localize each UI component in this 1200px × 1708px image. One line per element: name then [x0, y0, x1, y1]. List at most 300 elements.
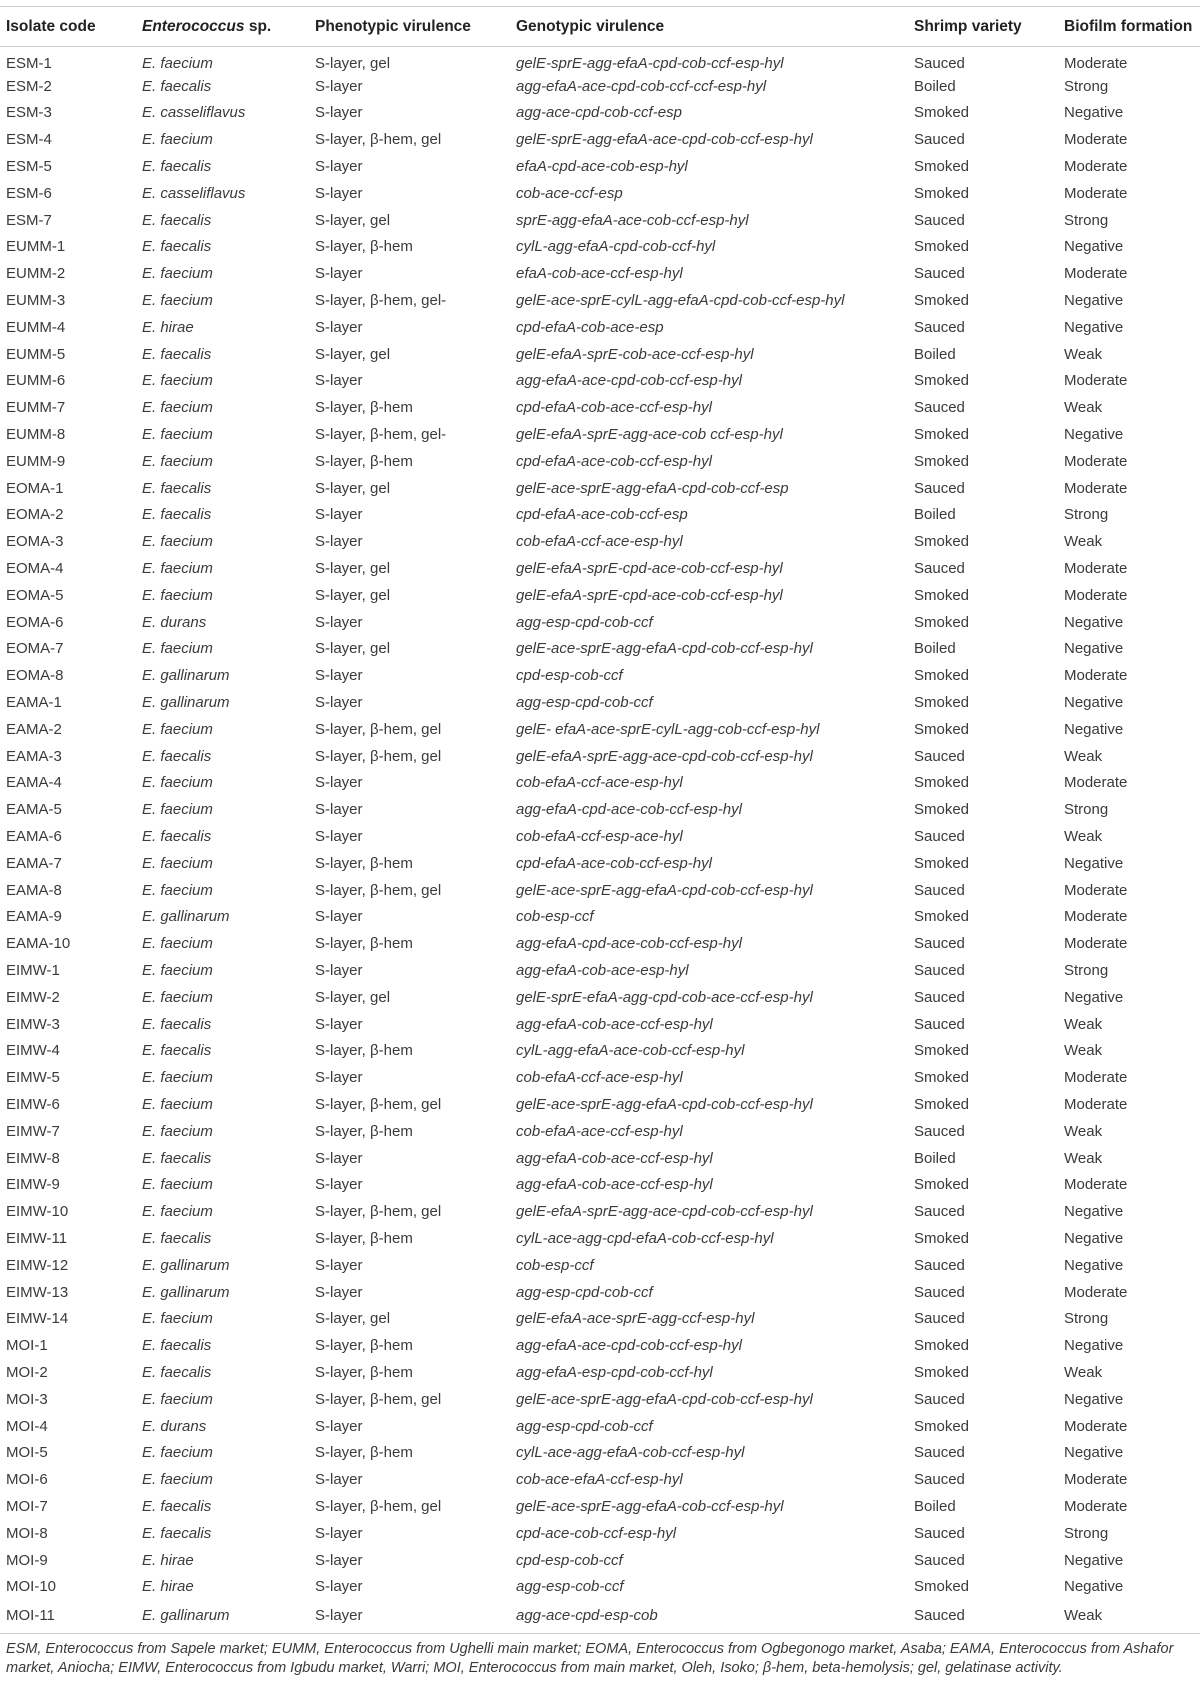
table-row	[0, 1092, 1200, 1119]
phenotypic-virulence-cell: S-layer, β-hem	[315, 1122, 413, 1140]
table-row	[0, 716, 1200, 743]
table-row	[0, 127, 1200, 154]
isolate-code-cell: MOI-11	[6, 1606, 55, 1624]
table-row	[0, 1574, 1200, 1601]
genotypic-virulence-cell: gelE-efaA-sprE-agg-ace-cpd-cob-ccf-esp-hyl	[516, 1203, 813, 1221]
shrimp-variety-cell: Sauced	[914, 55, 965, 73]
phenotypic-virulence-cell: S-layer	[315, 694, 363, 712]
shrimp-variety-cell: Smoked	[914, 908, 970, 926]
isolate-code-cell: EOMA-3	[6, 533, 64, 551]
isolate-code-cell: ESM-3	[6, 104, 52, 122]
genotypic-virulence-cell: gelE-efaA-sprE-agg-ace-cpd-cob-ccf-esp-hyl	[516, 747, 813, 765]
isolate-code-cell: EIMW-12	[6, 1256, 69, 1274]
isolate-code-cell: EAMA-10	[6, 935, 71, 953]
isolate-code-cell: EUMM-3	[6, 292, 66, 310]
table-row	[0, 1413, 1200, 1440]
species-cell: E. durans	[142, 613, 207, 631]
genotypic-virulence-cell: gelE-ace-sprE-agg-efaA-cob-ccf-esp-hyl	[516, 1497, 784, 1515]
genotypic-virulence-cell: gelE-ace-sprE-agg-efaA-cpd-cob-ccf-esp-hyl	[516, 881, 813, 899]
table-row	[0, 341, 1200, 368]
biofilm-formation-cell: Moderate	[1064, 935, 1128, 953]
biofilm-formation-cell: Moderate	[1064, 1471, 1128, 1489]
shrimp-variety-cell: Boiled	[914, 345, 956, 363]
shrimp-variety-cell: Sauced	[914, 1015, 965, 1033]
phenotypic-virulence-cell: S-layer	[315, 77, 363, 95]
shrimp-variety-cell: Boiled	[914, 640, 956, 658]
table-row	[0, 609, 1200, 636]
shrimp-variety-cell: Smoked	[914, 452, 970, 470]
species-cell: E. faecium	[142, 560, 213, 578]
phenotypic-virulence-cell: S-layer, β-hem	[315, 935, 413, 953]
genotypic-virulence-cell: cpd-efaA-ace-cob-ccf-esp-hyl	[516, 854, 712, 872]
species-cell: E. faecium	[142, 881, 213, 899]
isolate-code-cell: EAMA-4	[6, 774, 62, 792]
genotypic-virulence-cell: cylL-agg-efaA-ace-cob-ccf-esp-hyl	[516, 1042, 745, 1060]
biofilm-formation-cell: Moderate	[1064, 265, 1128, 283]
species-cell: E. faecium	[142, 372, 213, 390]
genotypic-virulence-cell: agg-ace-cpd-cob-ccf-esp	[516, 104, 682, 122]
phenotypic-virulence-cell: S-layer, gel	[315, 640, 391, 658]
isolate-code-cell: EIMW-5	[6, 1069, 60, 1087]
genotypic-virulence-cell: agg-efaA-ace-cpd-cob-ccf-esp-hyl	[516, 372, 742, 390]
phenotypic-virulence-cell: S-layer	[315, 1471, 363, 1489]
shrimp-variety-cell: Smoked	[914, 184, 970, 202]
table-row	[0, 502, 1200, 529]
header-species-suffix: sp.	[244, 17, 272, 35]
biofilm-formation-cell: Negative	[1064, 1390, 1124, 1408]
biofilm-formation-cell: Moderate	[1064, 55, 1128, 73]
shrimp-variety-cell: Sauced	[914, 1256, 965, 1274]
table-row	[0, 1252, 1200, 1279]
phenotypic-virulence-cell: S-layer, gel	[315, 345, 391, 363]
phenotypic-virulence-cell: S-layer, gel	[315, 586, 391, 604]
phenotypic-virulence-cell: S-layer, gel	[315, 988, 391, 1006]
species-cell: E. faecium	[142, 131, 213, 149]
genotypic-virulence-cell: agg-esp-cpd-cob-ccf	[516, 613, 653, 631]
isolate-code-cell: EIMW-10	[6, 1203, 69, 1221]
species-cell: E. faecium	[142, 720, 213, 738]
table-row	[0, 904, 1200, 931]
isolate-code-cell: MOI-4	[6, 1417, 48, 1435]
species-cell: E. gallinarum	[142, 694, 230, 712]
table-row	[0, 1118, 1200, 1145]
isolate-code-cell: EIMW-11	[6, 1229, 68, 1247]
table-row	[0, 261, 1200, 288]
genotypic-virulence-cell: gelE-ace-sprE-cylL-agg-efaA-cpd-cob-ccf-esp-hyl	[516, 292, 845, 310]
isolate-code-cell: EAMA-5	[6, 801, 62, 819]
species-cell: E. hirae	[142, 1578, 194, 1596]
isolate-code-cell: EIMW-14	[6, 1310, 69, 1328]
isolate-code-cell: EUMM-1	[6, 238, 66, 256]
phenotypic-virulence-cell: S-layer, β-hem, gel	[315, 1095, 442, 1113]
table-row	[0, 47, 1200, 74]
species-cell: E. faecium	[142, 1471, 213, 1489]
phenotypic-virulence-cell: S-layer, gel	[315, 211, 391, 229]
biofilm-formation-cell: Negative	[1064, 1203, 1124, 1221]
species-cell: E. faecium	[142, 426, 213, 444]
species-cell: E. faecium	[142, 1122, 213, 1140]
shrimp-variety-cell: Smoked	[914, 801, 970, 819]
isolate-code-cell: MOI-10	[6, 1578, 57, 1596]
shrimp-variety-cell: Sauced	[914, 1310, 965, 1328]
shrimp-variety-cell: Smoked	[914, 667, 970, 685]
biofilm-formation-cell: Negative	[1064, 854, 1124, 872]
isolate-code-cell: EUMM-6	[6, 372, 66, 390]
biofilm-formation-cell: Moderate	[1064, 1069, 1128, 1087]
isolate-code-cell: EAMA-3	[6, 747, 62, 765]
biofilm-formation-cell: Negative	[1064, 640, 1124, 658]
phenotypic-virulence-cell: S-layer	[315, 613, 363, 631]
species-cell: E. faecalis	[142, 747, 212, 765]
species-cell: E. faecalis	[142, 238, 212, 256]
shrimp-variety-cell: Smoked	[914, 1069, 970, 1087]
phenotypic-virulence-cell: S-layer, β-hem	[315, 238, 413, 256]
isolate-code-cell: EAMA-2	[6, 720, 62, 738]
biofilm-formation-cell: Weak	[1064, 1015, 1103, 1033]
biofilm-formation-cell: Strong	[1064, 77, 1109, 95]
genotypic-virulence-cell: gelE-sprE-efaA-agg-cpd-cob-ace-ccf-esp-hyl	[516, 988, 813, 1006]
genotypic-virulence-cell: efaA-cob-ace-ccf-esp-hyl	[516, 265, 683, 283]
table-row	[0, 1601, 1200, 1631]
genotypic-virulence-cell: agg-efaA-cpd-ace-cob-ccf-esp-hyl	[516, 935, 742, 953]
shrimp-variety-cell: Boiled	[914, 506, 956, 524]
species-cell: E. faecium	[142, 292, 213, 310]
isolate-code-cell: EIMW-3	[6, 1015, 60, 1033]
species-cell: E. faecium	[142, 935, 213, 953]
isolate-code-cell: EUMM-9	[6, 452, 66, 470]
shrimp-variety-cell: Sauced	[914, 935, 965, 953]
genotypic-virulence-cell: cob-esp-ccf	[516, 1256, 594, 1274]
isolate-code-cell: ESM-1	[6, 55, 52, 73]
biofilm-formation-cell: Strong	[1064, 1310, 1109, 1328]
phenotypic-virulence-cell: S-layer, β-hem	[315, 854, 413, 872]
shrimp-variety-cell: Smoked	[914, 1417, 970, 1435]
genotypic-virulence-cell: agg-efaA-ace-cpd-cob-ccf-esp-hyl	[516, 1337, 742, 1355]
shrimp-variety-cell: Sauced	[914, 988, 965, 1006]
phenotypic-virulence-cell: S-layer	[315, 1015, 363, 1033]
table-row	[0, 288, 1200, 315]
shrimp-variety-cell: Smoked	[914, 1229, 970, 1247]
shrimp-variety-cell: Smoked	[914, 533, 970, 551]
shrimp-variety-cell: Smoked	[914, 104, 970, 122]
isolate-code-cell: ESM-2	[6, 77, 52, 95]
shrimp-variety-cell: Smoked	[914, 1363, 970, 1381]
shrimp-variety-cell: Smoked	[914, 1095, 970, 1113]
shrimp-variety-cell: Smoked	[914, 854, 970, 872]
isolate-code-cell: EAMA-9	[6, 908, 62, 926]
biofilm-formation-cell: Moderate	[1064, 1283, 1128, 1301]
table-row	[0, 743, 1200, 770]
table-row	[0, 1494, 1200, 1521]
isolate-code-cell: ESM-5	[6, 158, 52, 176]
biofilm-formation-cell: Weak	[1064, 345, 1103, 363]
species-cell: E. faecium	[142, 533, 213, 551]
shrimp-variety-cell: Sauced	[914, 211, 965, 229]
genotypic-virulence-cell: agg-efaA-cob-ace-esp-hyl	[516, 961, 689, 979]
table-row	[0, 1065, 1200, 1092]
isolate-code-cell: MOI-5	[6, 1444, 48, 1462]
header-phenotypic-virulence: Phenotypic virulence	[315, 17, 471, 35]
biofilm-formation-cell: Moderate	[1064, 586, 1128, 604]
species-cell: E. gallinarum	[142, 1283, 230, 1301]
phenotypic-virulence-cell: S-layer, gel	[315, 560, 391, 578]
isolate-code-cell: EOMA-2	[6, 506, 64, 524]
biofilm-formation-cell: Moderate	[1064, 1176, 1128, 1194]
isolate-code-cell: MOI-1	[6, 1337, 48, 1355]
isolate-code-cell: MOI-6	[6, 1471, 48, 1489]
genotypic-virulence-cell: agg-efaA-cob-ace-ccf-esp-hyl	[516, 1149, 713, 1167]
genotypic-virulence-cell: agg-esp-cob-ccf	[516, 1578, 624, 1596]
phenotypic-virulence-cell: S-layer	[315, 1524, 363, 1542]
phenotypic-virulence-cell: S-layer	[315, 506, 363, 524]
isolate-code-cell: EOMA-8	[6, 667, 64, 685]
phenotypic-virulence-cell: S-layer, β-hem	[315, 1042, 413, 1060]
phenotypic-virulence-cell: S-layer	[315, 1551, 363, 1569]
isolate-code-cell: EAMA-8	[6, 881, 62, 899]
isolate-code-cell: EIMW-8	[6, 1149, 60, 1167]
biofilm-formation-cell: Negative	[1064, 1256, 1124, 1274]
shrimp-variety-cell: Smoked	[914, 372, 970, 390]
table-row	[0, 850, 1200, 877]
phenotypic-virulence-cell: S-layer, β-hem, gel	[315, 881, 442, 899]
biofilm-formation-cell: Weak	[1064, 1363, 1103, 1381]
species-cell: E. faecalis	[142, 506, 212, 524]
phenotypic-virulence-cell: S-layer, β-hem	[315, 1229, 413, 1247]
genotypic-virulence-cell: cpd-efaA-cob-ace-esp	[516, 318, 664, 336]
isolate-code-cell: EAMA-6	[6, 828, 62, 845]
header-row	[0, 7, 1200, 47]
species-cell: E. faecium	[142, 1176, 213, 1194]
table-row	[0, 73, 1200, 100]
species-cell: E. faecium	[142, 801, 213, 819]
species-cell: E. gallinarum	[142, 1606, 230, 1624]
species-cell: E. faecium	[142, 1069, 213, 1087]
phenotypic-virulence-cell: S-layer, β-hem	[315, 1363, 413, 1381]
phenotypic-virulence-cell: S-layer, gel	[315, 1310, 391, 1328]
phenotypic-virulence-cell: S-layer	[315, 1256, 363, 1274]
header-biofilm-formation: Biofilm formation	[1064, 17, 1193, 35]
isolate-code-cell: EIMW-6	[6, 1095, 60, 1113]
isolate-code-cell: EAMA-1	[6, 694, 62, 712]
table-row	[0, 395, 1200, 422]
species-cell: E. faecium	[142, 1203, 213, 1221]
virulence-table	[0, 6, 1200, 1631]
table-row	[0, 100, 1200, 127]
genotypic-virulence-cell: gelE-ace-sprE-agg-efaA-cpd-cob-ccf-esp-hyl	[516, 640, 813, 658]
species-cell: E. faecium	[142, 774, 213, 792]
biofilm-formation-cell: Moderate	[1064, 881, 1128, 899]
phenotypic-virulence-cell: S-layer, β-hem	[315, 399, 413, 417]
table-row	[0, 877, 1200, 904]
species-cell: E. faecium	[142, 854, 213, 872]
table-row	[0, 1440, 1200, 1467]
isolate-code-cell: EIMW-4	[6, 1042, 60, 1060]
species-cell: E. faecium	[142, 452, 213, 470]
table-row	[0, 1226, 1200, 1253]
biofilm-formation-cell: Negative	[1064, 613, 1124, 631]
biofilm-formation-cell: Moderate	[1064, 774, 1128, 792]
shrimp-variety-cell: Smoked	[914, 774, 970, 792]
phenotypic-virulence-cell: S-layer	[315, 1176, 363, 1194]
shrimp-variety-cell: Sauced	[914, 1203, 965, 1221]
biofilm-formation-cell: Weak	[1064, 747, 1103, 765]
genotypic-virulence-cell: gelE-efaA-sprE-cpd-ace-cob-ccf-esp-hyl	[516, 560, 783, 578]
species-cell: E. faecalis	[142, 1229, 212, 1247]
shrimp-variety-cell: Boiled	[914, 77, 956, 95]
biofilm-formation-cell: Moderate	[1064, 452, 1128, 470]
phenotypic-virulence-cell: S-layer, β-hem, gel	[315, 720, 442, 738]
shrimp-variety-cell: Sauced	[914, 1524, 965, 1542]
species-cell: E. faecium	[142, 55, 213, 73]
genotypic-virulence-cell: cpd-esp-cob-ccf	[516, 1551, 623, 1569]
table-row	[0, 1199, 1200, 1226]
biofilm-formation-cell: Weak	[1064, 1606, 1103, 1624]
species-cell: E. faecalis	[142, 345, 212, 363]
genotypic-virulence-cell: agg-esp-cpd-cob-ccf	[516, 694, 653, 712]
biofilm-formation-cell: Weak	[1064, 399, 1103, 417]
genotypic-virulence-cell: cpd-efaA-ace-cob-ccf-esp-hyl	[516, 452, 712, 470]
genotypic-virulence-cell: cpd-ace-cob-ccf-esp-hyl	[516, 1524, 677, 1542]
table-header	[0, 7, 1200, 47]
table-row	[0, 1360, 1200, 1387]
isolate-code-cell: EAMA-7	[6, 854, 62, 872]
isolate-code-cell: ESM-7	[6, 211, 52, 229]
species-cell: E. faecalis	[142, 1524, 212, 1542]
species-cell: E. gallinarum	[142, 1256, 230, 1274]
phenotypic-virulence-cell: S-layer	[315, 1283, 363, 1301]
phenotypic-virulence-cell: S-layer, β-hem	[315, 1337, 413, 1355]
table-row	[0, 556, 1200, 583]
table-row	[0, 1038, 1200, 1065]
genotypic-virulence-cell: agg-efaA-cob-ace-ccf-esp-hyl	[516, 1176, 713, 1194]
biofilm-formation-cell: Strong	[1064, 211, 1109, 229]
phenotypic-virulence-cell: S-layer, β-hem, gel-	[315, 292, 447, 310]
isolate-code-cell: EIMW-13	[6, 1283, 69, 1301]
isolate-code-cell: EOMA-4	[6, 560, 64, 578]
biofilm-formation-cell: Moderate	[1064, 908, 1128, 926]
biofilm-formation-cell: Negative	[1064, 1578, 1124, 1596]
species-cell: E. faecium	[142, 1310, 213, 1328]
biofilm-formation-cell: Weak	[1064, 1149, 1103, 1167]
table-row	[0, 529, 1200, 556]
isolate-code-cell: EOMA-5	[6, 586, 64, 604]
shrimp-variety-cell: Boiled	[914, 1149, 956, 1167]
table-row	[0, 636, 1200, 663]
genotypic-virulence-cell: cylL-ace-agg-efaA-cob-ccf-esp-hyl	[516, 1444, 745, 1462]
genotypic-virulence-cell: cylL-ace-agg-cpd-efaA-cob-ccf-esp-hyl	[516, 1229, 774, 1247]
shrimp-variety-cell: Sauced	[914, 560, 965, 578]
genotypic-virulence-cell: agg-esp-cpd-cob-ccf	[516, 1417, 653, 1435]
species-cell: E. hirae	[142, 1551, 194, 1569]
table-row	[0, 1520, 1200, 1547]
header-species	[136, 7, 309, 47]
genotypic-virulence-cell: agg-efaA-ace-cpd-cob-ccf-ccf-esp-hyl	[516, 77, 767, 95]
species-cell: E. faecium	[142, 640, 213, 658]
genotypic-virulence-cell: agg-efaA-cpd-ace-cob-ccf-esp-hyl	[516, 801, 742, 819]
table-row	[0, 1386, 1200, 1413]
biofilm-formation-cell: Negative	[1064, 1444, 1124, 1462]
biofilm-formation-cell: Negative	[1064, 1337, 1124, 1355]
phenotypic-virulence-cell: S-layer, β-hem, gel	[315, 1390, 442, 1408]
isolate-code-cell: EIMW-1	[6, 961, 60, 979]
species-cell: E. faecalis	[142, 77, 212, 95]
shrimp-variety-cell: Sauced	[914, 747, 965, 765]
table-footnote: ESM, Enterococcus from Sapele market; EUMM, Enterococcus from Ughelli main market; EOMA, Enterococcus from Ogbegonogo market, Asaba; EAMA, Enterococcus from Ashafor market, Aniocha; EIMW, Enterococcus from Igbudu market, Warri; MOI, Enterococcus from main market, Oleh, Isoko; β-hem, beta-hemolysis; gel, gelatinase activity.	[6, 1640, 1174, 1676]
shrimp-variety-cell: Smoked	[914, 1578, 970, 1596]
table-row	[0, 1306, 1200, 1333]
isolate-code-cell: EOMA-1	[6, 479, 64, 497]
isolate-code-cell: MOI-3	[6, 1390, 48, 1408]
biofilm-formation-cell: Weak	[1064, 533, 1103, 551]
species-cell: E. faecalis	[142, 1363, 212, 1381]
phenotypic-virulence-cell: S-layer	[315, 1578, 363, 1596]
table-row	[0, 234, 1200, 261]
isolate-code-cell: EUMM-5	[6, 345, 66, 363]
biofilm-formation-cell: Negative	[1064, 1551, 1124, 1569]
table-row	[0, 180, 1200, 207]
genotypic-virulence-cell: agg-esp-cpd-cob-ccf	[516, 1283, 653, 1301]
phenotypic-virulence-cell: S-layer, β-hem, gel	[315, 1203, 442, 1221]
table-row	[0, 663, 1200, 690]
isolate-code-cell: EOMA-7	[6, 640, 64, 658]
shrimp-variety-cell: Sauced	[914, 131, 965, 149]
isolate-code-cell: EIMW-2	[6, 988, 60, 1006]
species-cell: E. faecium	[142, 1444, 213, 1462]
shrimp-variety-cell: Smoked	[914, 238, 970, 256]
species-cell: E. faecalis	[142, 1042, 212, 1060]
biofilm-formation-cell: Moderate	[1064, 1417, 1128, 1435]
table-row	[0, 314, 1200, 341]
genotypic-virulence-cell: gelE-efaA-ace-sprE-agg-ccf-esp-hyl	[516, 1310, 755, 1328]
phenotypic-virulence-cell: S-layer	[315, 104, 363, 122]
biofilm-formation-cell: Strong	[1064, 961, 1109, 979]
species-cell: E. faecium	[142, 586, 213, 604]
genotypic-virulence-cell: cob-efaA-ccf-ace-esp-hyl	[516, 774, 683, 792]
genotypic-virulence-cell: agg-efaA-cob-ace-ccf-esp-hyl	[516, 1015, 713, 1033]
genotypic-virulence-cell: gelE-sprE-agg-efaA-cpd-cob-ccf-esp-hyl	[516, 55, 784, 73]
isolate-code-cell: EIMW-7	[6, 1122, 60, 1140]
biofilm-formation-cell: Moderate	[1064, 158, 1128, 176]
shrimp-variety-cell: Smoked	[914, 1337, 970, 1355]
biofilm-formation-cell: Moderate	[1064, 1095, 1128, 1113]
isolate-code-cell: EOMA-6	[6, 613, 64, 631]
shrimp-variety-cell: Sauced	[914, 318, 965, 336]
biofilm-formation-cell: Negative	[1064, 238, 1124, 256]
phenotypic-virulence-cell: S-layer	[315, 961, 363, 979]
shrimp-variety-cell: Sauced	[914, 961, 965, 979]
table-row	[0, 368, 1200, 395]
isolate-code-cell: EUMM-4	[6, 318, 66, 336]
table-row	[0, 154, 1200, 181]
species-cell: E. hirae	[142, 318, 194, 336]
biofilm-formation-cell: Strong	[1064, 506, 1109, 524]
table-row	[0, 690, 1200, 717]
biofilm-formation-cell: Negative	[1064, 720, 1124, 738]
shrimp-variety-cell: Smoked	[914, 613, 970, 631]
biofilm-formation-cell: Negative	[1064, 318, 1124, 336]
table-row	[0, 824, 1200, 851]
table-row	[0, 1467, 1200, 1494]
isolate-code-cell: EIMW-9	[6, 1176, 60, 1194]
isolate-code-cell: ESM-6	[6, 184, 52, 202]
biofilm-formation-cell: Negative	[1064, 988, 1124, 1006]
table-row	[0, 1011, 1200, 1038]
species-cell: E. faecalis	[142, 1497, 212, 1515]
table-row	[0, 422, 1200, 449]
isolate-code-cell: MOI-9	[6, 1551, 48, 1569]
table-row	[0, 475, 1200, 502]
shrimp-variety-cell: Sauced	[914, 828, 965, 845]
